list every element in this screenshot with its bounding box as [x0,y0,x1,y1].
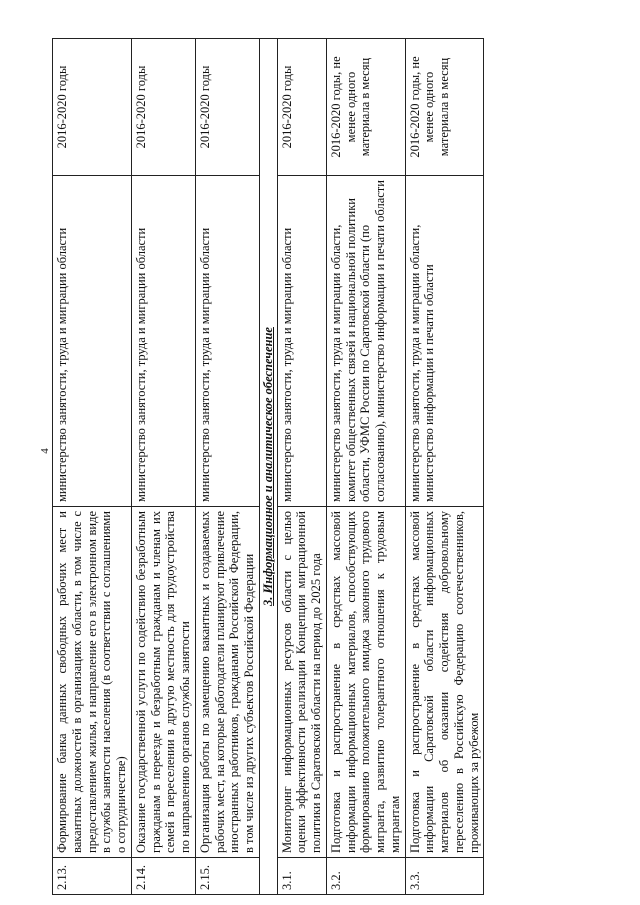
rotated-table-container [52,56,622,895]
row-number: 2.15. [195,858,259,895]
implementation-term: 2016-2020 годы, не менее одного материала в месяц [405,39,484,176]
section-heading-row [259,39,277,895]
activity-description: Подготовка и распространение в средствах массовой информации информационных материалов, способствующих формированию положительного имиджа законного трудового мигранта, развитию толерантного отношения к трудовым мигрантам [326,507,405,858]
activity-description: Подготовка и распространение в средствах массовой информации Саратовской области информационных материалов об оказании содействия добровольному переселению в Российскую Федерацию соотечественников, проживающих за рубежом [405,507,484,858]
table-row [405,39,484,895]
responsible-executors: министерство занятости, труда и миграции области [131,176,195,507]
responsible-executors: министерство занятости, труда и миграции области, комитет общественных связей и национальной политики области, УФМС России по Саратовской области (по согласованию), министерство информации и печати области [326,176,405,507]
table-row [131,39,195,895]
activity-description: Формирование банка данных свободных рабочих мест и вакантных должностей в организациях области, в том числе с предоставлением жилья, и направление его в электронном виде в службы занятости населения (в соответствии с соглашениями о сотрудничестве) [53,507,132,858]
implementation-term: 2016-2020 годы [131,39,195,176]
implementation-term: 2016-2020 годы [277,39,326,176]
row-number: 2.14. [131,858,195,895]
responsible-executors: министерство занятости, труда и миграции области [277,176,326,507]
responsible-executors: министерство занятости, труда и миграции области [195,176,259,507]
implementation-term: 2016-2020 годы [53,39,132,176]
table-row [195,39,259,895]
row-number: 2.13. [53,858,132,895]
activity-description: Организация работы по замещению вакантных и создаваемых рабочих мест, на которые работодатели планируют привлечение иностранных работников, гражданами Российской Федерации, в том числе из других субъектов Российской Федерации [195,507,259,858]
section-heading-cell [259,39,277,895]
implementation-term: 2016-2020 годы [195,39,259,176]
activity-description: Оказание государственной услуги по содействию безработным гражданам в переезде и безработным гражданам и членам их семей в переселении в другую местность для трудоустройства по направлению органов службы занятости [131,507,195,858]
responsible-executors: министерство занятости, труда и миграции области [53,176,132,507]
table-row [53,39,132,895]
landscape-page [52,56,622,895]
page-number: 4 [38,448,51,454]
section-title: 3. Информационное и аналитическое обеспечение [260,327,275,606]
table-row [326,39,405,895]
row-number: 3.1. [277,858,326,895]
responsible-executors: министерство занятости, труда и миграции области, министерство информации и печати области [405,176,484,507]
activity-description: Мониторинг информационных ресурсов области с целью оценки эффективности реализации Концепции миграционной политики в Саратовской области на период до 2025 года [277,507,326,858]
table-row [277,39,326,895]
implementation-term: 2016-2020 годы, не менее одного материала в месяц [326,39,405,176]
activities-table [52,38,484,895]
row-number: 3.2. [326,858,405,895]
row-number: 3.3. [405,858,484,895]
